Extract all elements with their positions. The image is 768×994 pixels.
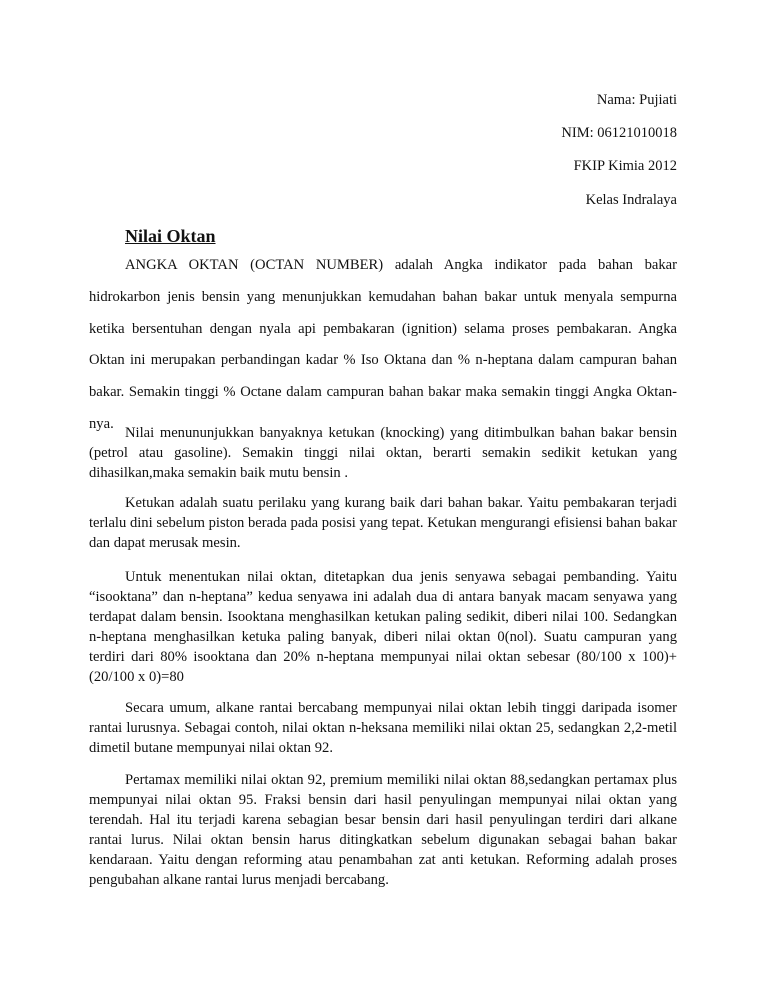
author-faculty: FKIP Kimia 2012 — [573, 158, 677, 174]
document-title: Nilai Oktan — [125, 226, 216, 246]
author-class: Kelas Indralaya — [585, 192, 677, 208]
paragraph: Pertamax memiliki nilai oktan 92, premium memiliki nilai oktan 88,sedangkan pertamax plus mempunyai nilai oktan 95. Fraksi bensin dari hasil penyulingan mempunyai nilai oktan yang terendah. Hal itu terjadi karena sebagian besar bensin dari hasil penyulingan terdiri dari alkane rantai lurus. Nilai oktan bensin harus ditingkatkan sebelum digunakan sebagai bahan bakar kendaraan. Yaitu dengan reforming atau penambahan zat anti ketukan. Reforming adalah proses pengubahan alkane rantai lurus menjadi bercabang. — [89, 772, 677, 888]
paragraph: Nilai menununjukkan banyaknya ketukan (knocking) yang ditimbulkan bahan bakar bensin (petrol atau gasoline). Semakin tinggi nilai oktan, berarti semakin sedikit ketukan yang dihasilkan,maka semakin baik mutu bensin . — [89, 425, 677, 481]
paragraph: ANGKA OKTAN (OCTAN NUMBER) adalah Angka indikator pada bahan bakar hidrokarbon jenis bensin yang menunjukkan kemudahan bahan bakar untuk menyala sempurna ketika bersentuhan dengan nyala api pembakaran (ignition) selama proses pembakaran. Angka Oktan ini merupakan perbandingan kadar % Iso Oktana dan % n-heptana dalam campuran bahan bakar. Semakin tinggi % Octane dalam campuran bahan bakar maka semakin tinggi Angka Oktan-nya. — [89, 257, 677, 432]
paragraph: Untuk menentukan nilai oktan, ditetapkan dua jenis senyawa sebagai pembanding. Yaitu “isooktana” dan n-heptana” kedua senyawa ini adalah dua di antara banyak macam senyawa yang terdapat dalam bensin. Isooktana menghasilkan ketukan paling sedikit, diberi nilai 100. Sedangkan n-heptana menghasilkan ketuka paling banyak, diberi nilai oktan 0(nol). Suatu campuran yang terdiri dari 80% isooktana dan 20% n-heptana mempunyai nilai oktan sebesar (80/100 x 100)+(20/100 x 0)=80 — [89, 569, 677, 685]
paragraph: Secara umum, alkane rantai bercabang mempunyai nilai oktan lebih tinggi daripada isomer rantai lurusnya. Sebagai contoh, nilai oktan n-heksana memiliki nilai oktan 25, sedangkan 2,2-metil dimetil butane mempunyai nilai oktan 92. — [89, 700, 677, 756]
paragraph: Ketukan adalah suatu perilaku yang kurang baik dari bahan bakar. Yaitu pembakaran terjadi terlalu dini sebelum piston berada pada posisi yang tepat. Ketukan mengurangi efisiensi bahan bakar dan dapat merusak mesin. — [89, 495, 677, 551]
author-nim: NIM: 06121010018 — [561, 125, 677, 141]
author-name: Nama: Pujiati — [596, 92, 677, 108]
